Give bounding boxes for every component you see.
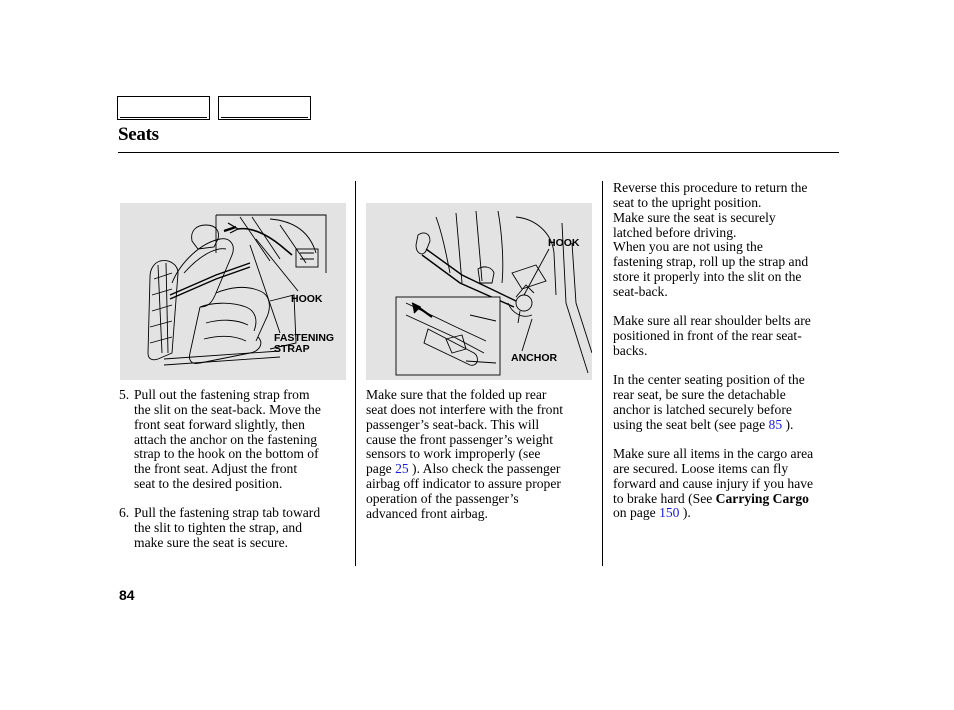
hook-anchor-drawing: [366, 203, 592, 380]
page-title: Seats: [118, 124, 159, 145]
cargo-text-3: ).: [679, 505, 691, 521]
weight-sensor-text-2: ). Also check the passenger airbag off indicator to assure proper operation of the passenger’s advanced front airbag.: [366, 461, 561, 521]
hook-label-2: HOOK: [548, 237, 580, 249]
reverse-procedure-paragraph: Reverse this procedure to return the seat to the upright position. Make sure the seat is securely latched before driving. When you are not using the fastening strap, roll up the strap and store it properly into the slit on the seat-back.: [613, 180, 809, 299]
nav-tab-2[interactable]: [218, 96, 311, 120]
step-6-number: 6.: [119, 505, 130, 520]
weight-sensor-paragraph: [366, 388, 598, 522]
seat-strap-illustration: [120, 203, 346, 380]
cargo-paragraph: [613, 447, 849, 521]
page-number: 84: [119, 587, 135, 603]
hook-label: HOOK: [291, 293, 323, 305]
center-seating-text-2: ).: [782, 416, 794, 432]
anchor-label: ANCHOR: [511, 352, 558, 364]
page-150-link[interactable]: 150: [659, 505, 680, 521]
carrying-cargo-reference: Carrying Cargo: [715, 490, 809, 506]
hook-anchor-illustration: [366, 203, 592, 380]
center-seating-text-1: In the center seating position of the rear seat, be sure the detachable anchor is latched securely before using the seat belt (see page: [613, 372, 805, 432]
cargo-text-2: on page: [613, 505, 656, 521]
step-5-text: Pull out the fastening strap from the slit on the seat-back. Move the front seat forward slightly, then attach the anchor on the fastening strap to the hook on the bottom of the front seat. Adjust the front seat to the desired position.: [134, 387, 321, 492]
cargo-text-1: Make sure all items in the cargo area are secured. Loose items can fly forward and cause injury if you have to brake hard (See: [613, 446, 814, 506]
nav-tab-1[interactable]: [117, 96, 210, 120]
center-seating-paragraph: [613, 373, 849, 432]
page-85-link[interactable]: 85: [768, 416, 783, 432]
column-divider-1: [355, 181, 356, 566]
weight-sensor-text-1: Make sure that the folded up rear seat does not interfere with the front passenger’s seat-back. This will cause the front passenger’s weight sensors to work improperly (see page: [366, 387, 564, 477]
page-25-link[interactable]: 25: [395, 461, 409, 477]
step-6: [119, 506, 351, 551]
fastening-strap-label: FASTENING STRAP: [274, 332, 335, 355]
step-5-number: 5.: [119, 387, 130, 402]
title-divider: [118, 152, 839, 153]
step-6-text: Pull the fastening strap tab toward the slit to tighten the strap, and make sure the seat is secure.: [134, 505, 321, 550]
column-divider-2: [602, 181, 603, 566]
shoulder-belts-paragraph: Make sure all rear shoulder belts are positioned in front of the rear seat- backs.: [613, 313, 811, 358]
step-5: [119, 388, 351, 492]
